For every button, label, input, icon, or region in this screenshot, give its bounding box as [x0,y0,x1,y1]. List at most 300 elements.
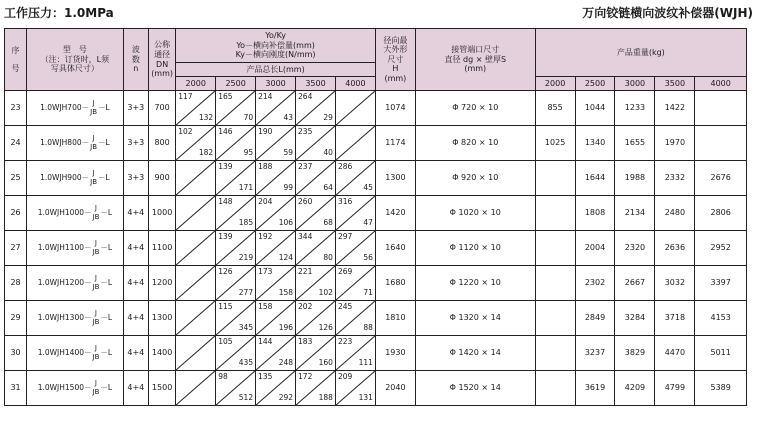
lateral-stiffness-value: 47 [363,218,373,228]
model-cell [27,231,124,266]
nominal-diameter: 1300 [148,301,175,336]
model-code: 1.0WJH1000－ [37,208,92,217]
row-number: 31 [5,371,27,406]
comp-cell [335,301,375,336]
lateral-stiffness-value: 292 [278,393,294,403]
row-number: 30 [5,336,27,371]
pipe-end-size: Φ 1520 × 14 [415,371,535,406]
lateral-compensation-value: 223 [337,337,353,346]
col-header-no: 序 号 [5,29,27,91]
nominal-diameter: 1200 [148,266,175,301]
lateral-stiffness-value: 99 [283,183,294,193]
lateral-stiffness-value: 158 [278,288,294,298]
comp-cell [176,126,216,161]
weight-cell: 2676 [695,161,747,196]
comp-cell [296,126,336,161]
row-number: 29 [5,301,27,336]
comp-cell [176,301,216,336]
col-header-waves: 波 数 n [123,29,148,91]
flange-standard-j: J [94,274,97,283]
lateral-stiffness-value: 68 [323,218,333,228]
model-length-suffix: －L [100,348,113,357]
flange-standard-j: J [94,379,97,388]
flange-standard-jb: JB [92,353,100,361]
weight-cell: 1340 [575,126,615,161]
lateral-stiffness-value: 56 [363,253,373,263]
nominal-diameter: 1000 [148,196,175,231]
diagonal-divider [336,91,375,125]
product-title: 万向铰链横向波纹补偿器(WJH) [582,6,753,20]
weight-cell: 1808 [575,196,615,231]
lateral-compensation-value: 221 [298,267,313,276]
flange-standard-jb: JB [90,143,97,151]
col-header-h: 径向最 大外形 尺寸 H (mm) [375,29,415,91]
weight-cell: 855 [535,91,575,126]
weight-cell [535,371,575,406]
flange-standard-stack [93,204,100,222]
comp-cell [335,231,375,266]
max-outer-size: 1300 [375,161,415,196]
lateral-compensation-value: 117 [178,92,193,101]
weight-cell: 2004 [575,231,615,266]
lateral-compensation-value: 264 [298,92,313,101]
table-row [5,161,747,196]
model-length-suffix: －L [98,103,110,112]
lateral-stiffness-value: 126 [318,323,333,333]
lateral-compensation-value: 172 [298,372,313,381]
weight-cell: 1233 [615,91,655,126]
working-pressure-label: 工作压力：1.0MPa [4,6,114,20]
comp-cell [176,196,216,231]
comp-cell [335,196,375,231]
lateral-compensation-value: 139 [218,232,233,241]
lateral-compensation-value: 190 [258,127,273,136]
lateral-stiffness-value: 80 [323,253,333,263]
pipe-end-size: Φ 1420 × 14 [415,336,535,371]
weight-cell: 3397 [695,266,747,301]
weight-cell: 1025 [535,126,575,161]
model-cell [27,196,124,231]
model-cell [27,91,124,126]
wave-count: 4+4 [123,231,148,266]
lateral-stiffness-value: 345 [238,323,254,333]
wave-count: 4+4 [123,196,148,231]
col-header-model: 型 号 （注：订货时，L须 写具体尺寸） [27,29,124,91]
table-row [5,196,747,231]
max-outer-size: 2040 [375,371,415,406]
flange-standard-jb: JB [92,248,100,256]
flange-standard-stack [93,344,100,362]
model-code: 1.0WJH1200－ [37,278,92,287]
pipe-end-size: Φ 920 × 10 [415,161,535,196]
weight-cell: 3718 [655,301,695,336]
diagonal-divider [176,196,215,230]
diagonal-divider [176,266,215,300]
lateral-compensation-value: 173 [258,267,273,276]
row-number: 24 [5,126,27,161]
lateral-stiffness-value: 171 [238,183,254,193]
lateral-compensation-value: 235 [298,127,313,136]
lateral-stiffness-value: 102 [318,288,333,298]
model-code: 1.0WJH1500－ [37,383,92,392]
comp-cell [256,231,296,266]
lateral-compensation-value: 237 [298,162,313,171]
row-number: 23 [5,91,27,126]
lateral-compensation-value: 202 [298,302,313,311]
weight-cell [695,91,747,126]
comp-cell [216,301,256,336]
wave-count: 3+3 [123,161,148,196]
comp-cell [256,266,296,301]
weight-cell: 4470 [655,336,695,371]
diagonal-divider [176,231,215,265]
model-cell [27,126,124,161]
comp-cell [335,161,375,196]
weight-cell: 3619 [575,371,615,406]
model-length-suffix: －L [100,243,113,252]
weight-cell: 2849 [575,301,615,336]
model-length-suffix: －L [100,313,113,322]
lateral-stiffness-value: 248 [278,358,294,368]
lateral-compensation-value: 269 [337,267,353,276]
model-cell [27,301,124,336]
comp-cell [335,371,375,406]
lateral-compensation-value: 165 [218,92,233,101]
max-outer-size: 1074 [375,91,415,126]
spec-table-body [5,91,747,406]
diagonal-divider [176,301,215,335]
weight-cell: 2480 [655,196,695,231]
table-row [5,301,747,336]
lateral-compensation-value: 344 [298,232,313,241]
col-header-comp-length: 产品总长L(mm) [176,63,376,77]
lateral-compensation-value: 139 [218,162,233,171]
wave-count: 3+3 [123,126,148,161]
comp-cell [216,231,256,266]
weight-cell: 3237 [575,336,615,371]
weight-cell: 2636 [655,231,695,266]
flange-standard-j: J [92,169,95,178]
model-cell [27,266,124,301]
lateral-stiffness-value: 70 [243,113,254,123]
lateral-stiffness-value: 182 [198,148,214,158]
row-number: 27 [5,231,27,266]
flange-standard-j: J [94,344,97,353]
nominal-diameter: 1400 [148,336,175,371]
diagonal-divider [336,126,375,160]
table-row [5,231,747,266]
lateral-stiffness-value: 131 [358,393,373,403]
length-header-comp-3: 3500 [296,77,336,91]
comp-cell [256,91,296,126]
weight-cell: 1988 [615,161,655,196]
weight-cell: 5389 [695,371,747,406]
flange-standard-stack [93,309,100,327]
weight-cell: 4153 [695,301,747,336]
model-length-suffix: －L [98,138,110,147]
comp-cell [176,161,216,196]
table-row [5,91,747,126]
length-header-weight-4: 4000 [695,77,747,91]
weight-cell [535,196,575,231]
comp-cell [296,196,336,231]
lateral-compensation-value: 188 [258,162,273,171]
comp-cell [296,371,336,406]
length-header-weight-3: 3500 [655,77,695,91]
weight-cell: 4209 [615,371,655,406]
lateral-compensation-value: 245 [337,302,353,311]
lateral-stiffness-value: 45 [363,183,373,193]
spec-table [4,28,747,406]
col-header-weight: 产品重量(kg) [535,29,746,77]
model-cell [27,161,124,196]
comp-cell [216,371,256,406]
max-outer-size: 1930 [375,336,415,371]
lateral-stiffness-value: 132 [198,113,214,123]
table-row [5,126,747,161]
comp-cell [216,266,256,301]
comp-cell [176,91,216,126]
comp-cell [296,336,336,371]
weight-cell: 3284 [615,301,655,336]
table-row [5,266,747,301]
comp-cell [296,266,336,301]
weight-cell [535,231,575,266]
weight-cell [535,161,575,196]
comp-cell [216,161,256,196]
lateral-compensation-value: 316 [337,197,353,206]
comp-cell [216,196,256,231]
flange-standard-stack [93,274,100,292]
weight-cell: 2302 [575,266,615,301]
comp-cell [335,126,375,161]
weight-cell: 2320 [615,231,655,266]
lateral-stiffness-value: 59 [283,148,294,158]
lateral-compensation-value: 192 [258,232,273,241]
comp-cell [256,196,296,231]
lateral-compensation-value: 214 [258,92,273,101]
lateral-stiffness-value: 106 [278,218,294,228]
table-row [5,371,747,406]
row-number: 25 [5,161,27,196]
comp-cell [216,91,256,126]
nominal-diameter: 1500 [148,371,175,406]
lateral-compensation-value: 183 [298,337,313,346]
comp-cell [256,126,296,161]
nominal-diameter: 800 [148,126,175,161]
lateral-compensation-value: 102 [178,127,193,136]
wave-count: 4+4 [123,301,148,336]
comp-cell [335,266,375,301]
comp-cell [256,301,296,336]
flange-standard-stack [90,169,97,187]
comp-cell [176,266,216,301]
pipe-end-size: Φ 1220 × 10 [415,266,535,301]
pipe-end-size: Φ 1320 × 14 [415,301,535,336]
diagonal-divider [176,371,215,405]
max-outer-size: 1640 [375,231,415,266]
comp-cell [335,336,375,371]
lateral-compensation-value: 115 [218,302,233,311]
length-header-weight-0: 2000 [535,77,575,91]
length-header-comp-4: 4000 [335,77,375,91]
lateral-stiffness-value: 219 [238,253,254,263]
flange-standard-stack [93,239,100,257]
length-header-comp-1: 2500 [216,77,256,91]
weight-cell: 4799 [655,371,695,406]
lateral-stiffness-value: 43 [283,113,294,123]
comp-cell [296,161,336,196]
weight-cell: 2332 [655,161,695,196]
flange-standard-j: J [94,239,97,248]
weight-cell [535,336,575,371]
lateral-stiffness-value: 277 [238,288,254,298]
lateral-compensation-value: 209 [337,372,353,381]
lateral-compensation-value: 158 [258,302,273,311]
lateral-stiffness-value: 512 [238,393,254,403]
flange-standard-jb: JB [92,318,100,326]
weight-cell: 1422 [655,91,695,126]
length-header-comp-0: 2000 [176,77,216,91]
col-header-pipe: 接管端口尺寸 直径 dg × 壁厚S (mm) [415,29,535,91]
comp-cell [256,371,296,406]
row-number: 26 [5,196,27,231]
lateral-compensation-value: 148 [218,197,233,206]
lateral-compensation-value: 146 [218,127,233,136]
lateral-compensation-value: 297 [337,232,353,241]
model-length-suffix: －L [100,208,113,217]
lateral-stiffness-value: 71 [363,288,373,298]
nominal-diameter: 900 [148,161,175,196]
max-outer-size: 1810 [375,301,415,336]
comp-cell [176,371,216,406]
lateral-stiffness-value: 188 [318,393,333,403]
model-cell [27,371,124,406]
pipe-end-size: Φ 820 × 10 [415,126,535,161]
comp-cell [256,336,296,371]
lateral-stiffness-value: 185 [238,218,254,228]
pipe-end-size: Φ 1120 × 10 [415,231,535,266]
diagonal-divider [176,336,215,370]
model-code: 1.0WJH700－ [40,103,90,112]
row-number: 28 [5,266,27,301]
wave-count: 4+4 [123,266,148,301]
lateral-stiffness-value: 111 [358,358,373,368]
weight-cell: 1644 [575,161,615,196]
lateral-stiffness-value: 64 [323,183,333,193]
lateral-compensation-value: 135 [258,372,273,381]
pipe-end-size: Φ 1020 × 10 [415,196,535,231]
flange-standard-stack [90,134,97,152]
weight-cell: 2667 [615,266,655,301]
weight-cell: 2134 [615,196,655,231]
max-outer-size: 1174 [375,126,415,161]
model-length-suffix: －L [98,173,110,182]
weight-cell [535,266,575,301]
flange-standard-stack [93,379,100,397]
flange-standard-j: J [94,204,97,213]
flange-standard-j: J [92,99,95,108]
length-header-weight-1: 2500 [575,77,615,91]
model-code: 1.0WJH900－ [40,173,90,182]
flange-standard-j: J [94,309,97,318]
lateral-stiffness-value: 95 [243,148,254,158]
weight-cell: 3032 [655,266,695,301]
lateral-stiffness-value: 88 [363,323,373,333]
model-code: 1.0WJH1100－ [37,243,92,252]
flange-standard-jb: JB [90,108,97,116]
comp-cell [176,336,216,371]
flange-standard-jb: JB [92,283,100,291]
comp-cell [256,161,296,196]
max-outer-size: 1420 [375,196,415,231]
lateral-compensation-value: 144 [258,337,273,346]
diagonal-divider [176,161,215,195]
model-cell [27,336,124,371]
weight-cell: 5011 [695,336,747,371]
model-code: 1.0WJH1400－ [37,348,92,357]
wave-count: 4+4 [123,371,148,406]
weight-cell: 1655 [615,126,655,161]
wave-count: 3+3 [123,91,148,126]
nominal-diameter: 700 [148,91,175,126]
model-length-suffix: －L [100,383,113,392]
lateral-compensation-value: 98 [218,372,228,381]
weight-cell [535,301,575,336]
weight-cell: 1044 [575,91,615,126]
lateral-stiffness-value: 40 [323,148,333,158]
lateral-compensation-value: 204 [258,197,273,206]
weight-cell: 2952 [695,231,747,266]
comp-cell [296,301,336,336]
model-code: 1.0WJH1300－ [37,313,92,322]
col-header-dn: 公称 通径 DN (mm) [148,29,175,91]
length-header-weight-2: 3000 [615,77,655,91]
col-header-compensation: Yo/Ky Yo－横向补偿量(mm) Ky－横向刚度(N/mm) [176,29,376,63]
nominal-diameter: 1100 [148,231,175,266]
weight-cell: 3829 [615,336,655,371]
lateral-compensation-value: 286 [337,162,353,171]
flange-standard-stack [90,99,97,117]
weight-cell: 1970 [655,126,695,161]
flange-standard-jb: JB [90,178,97,186]
weight-cell: 2806 [695,196,747,231]
wave-count: 4+4 [123,336,148,371]
lateral-stiffness-value: 160 [318,358,333,368]
max-outer-size: 1680 [375,266,415,301]
lateral-stiffness-value: 29 [323,113,333,123]
lateral-compensation-value: 105 [218,337,233,346]
flange-standard-jb: JB [92,388,100,396]
flange-standard-jb: JB [92,213,100,221]
comp-cell [335,91,375,126]
comp-cell [296,231,336,266]
pipe-end-size: Φ 720 × 10 [415,91,535,126]
comp-cell [216,336,256,371]
lateral-stiffness-value: 196 [278,323,294,333]
comp-cell [176,231,216,266]
table-row [5,336,747,371]
lateral-compensation-value: 260 [298,197,313,206]
lateral-stiffness-value: 435 [238,358,254,368]
model-length-suffix: －L [100,278,113,287]
model-code: 1.0WJH800－ [40,138,90,147]
lateral-stiffness-value: 124 [278,253,294,263]
weight-cell [695,126,747,161]
comp-cell [296,91,336,126]
flange-standard-j: J [92,134,95,143]
lateral-compensation-value: 126 [218,267,233,276]
